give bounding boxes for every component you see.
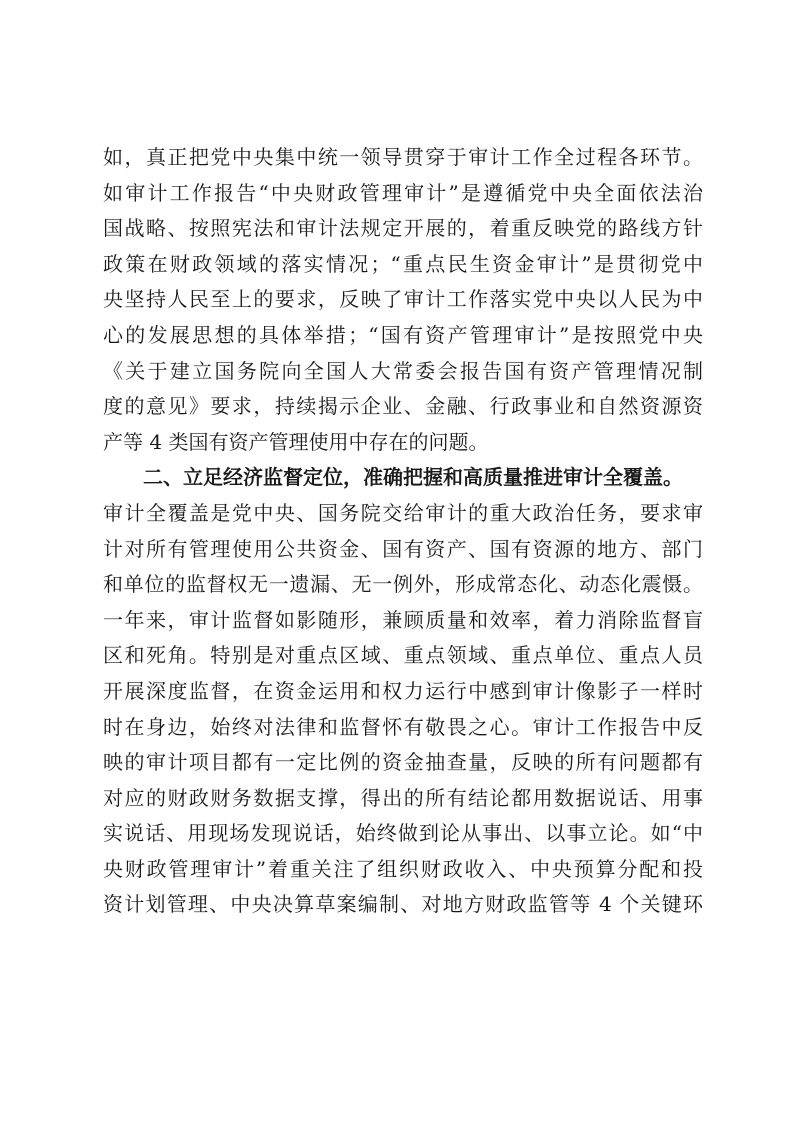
text-line: 《关于建立国务院向全国人大常委会报告国有资产管理情况制 — [103, 358, 703, 383]
text-line: 心的发展思想的具体举措；“国有资产管理审计”是按照党中央 — [103, 322, 703, 347]
text-line: 一年来，审计监督如影随形，兼顾质量和效率，着力消除监督盲 — [103, 607, 703, 632]
text-line: 国战略、按照宪法和审计法规定开展的，着重反映党的路线方针 — [103, 216, 703, 241]
text-line: 映的审计项目都有一定比例的资金抽查量，反映的所有问题都有 — [103, 750, 703, 775]
text-line: 时在身边，始终对法律和监督怀有敬畏之心。审计工作报告中反 — [103, 714, 703, 739]
text-line: 政策在财政领域的落实情况；“重点民生资金审计”是贯彻党中 — [103, 251, 703, 276]
text-line: 和单位的监督权无一遗漏、无一例外，形成常态化、动态化震慑。 — [103, 572, 703, 597]
text-line: 审计全覆盖是党中央、国务院交给审计的重大政治任务，要求审 — [103, 500, 703, 525]
text-line: 央财政管理审计”着重关注了组织财政收入、中央预算分配和投 — [103, 856, 703, 881]
text-line: 实说话、用现场发现说话，始终做到论从事出、以事立论。如“中 — [103, 821, 703, 846]
text-line: 区和死角。特别是对重点区域、重点领域、重点单位、重点人员 — [103, 643, 703, 668]
text-line: 计对所有管理使用公共资金、国有资产、国有资源的地方、部门 — [103, 536, 703, 561]
text-line: 度的意见》要求，持续揭示企业、金融、行政事业和自然资源资 — [103, 394, 703, 419]
body-text — [103, 140, 703, 923]
text-line: 如，真正把党中央集中统一领导贯穿于审计工作全过程各环节。 — [103, 145, 703, 169]
text-line: 开展深度监督，在资金运用和权力运行中感到审计像影子一样时 — [103, 678, 703, 703]
text-line: 央坚持人民至上的要求，反映了审计工作落实党中央以人民为中 — [103, 287, 703, 312]
text-line: 资计划管理、中央决算草案编制、对地方财政监管等 4 个关键环 — [103, 892, 703, 917]
text-line: 产等 4 类国有资产管理使用中存在的问题。 — [103, 429, 489, 454]
text-line: 如审计工作报告“中央财政管理审计”是遵循党中央全面依法治 — [103, 180, 703, 205]
text-line: 对应的财政财务数据支撑，得出的所有结论都用数据说话、用事 — [103, 785, 703, 810]
section-heading: 二、立足经济监督定位，准确把握和高质量推进审计全覆盖。 — [143, 465, 683, 490]
